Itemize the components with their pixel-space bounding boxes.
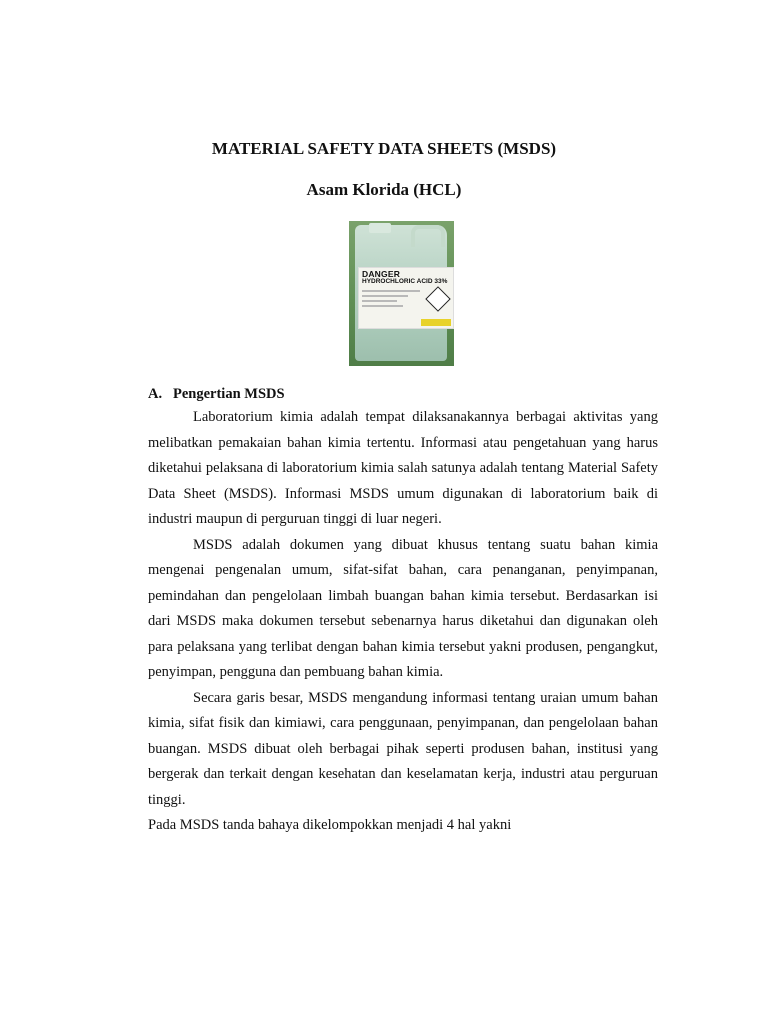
paragraph-1: Laboratorium kimia adalah tempat dilaksanakannya berbagai aktivitas yang melibatkan pemakaian bahan kimia tertentu. Informasi atau pengetahuan yang harus diketahui pelaksana di laboratorium kimia salah satunya adalah tentang Material Safety Data Sheet (MSDS). Informasi MSDS umum digunakan di laboratorium baik di industri maupun di perguruan tinggi di luar negeri. xyxy=(148,409,658,527)
paragraph-3: Secara garis besar, MSDS mengandung informasi tentang uraian umum bahan kimia, sifat fisik dan kimiawi, cara penggunaan, penyimpanan, dan pengelolaan bahan buangan. MSDS dibuat oleh berbagai pihak seperti produsen bahan, institusi yang bergerak dan terkait dengan kesehatan dan keselamatan kerja, industri atau perguruan tinggi. xyxy=(148,689,658,808)
label-danger-text: DANGER xyxy=(362,269,401,279)
document-subtitle: Asam Klorida (HCL) xyxy=(306,180,462,199)
closing-line: Pada MSDS tanda bahaya dikelompokkan menjadi 4 hal yakni xyxy=(148,817,512,833)
paragraph-2: MSDS adalah dokumen yang dibuat khusus tentang suatu bahan kimia mengenai pengenalan umum, sifat-sifat bahan, cara penanganan, penyimpanan, pemindahan dan pengelolaan limbah buangan bahan kimia tersebut. Berdasarkan isi dari MSDS maka dokumen tersebut sebenarnya harus diketahui dan digunakan oleh para pelaksana yang terlibat dengan bahan kimia tersebut yakni produsen, pengangkut, penyimpan, pengguna dan pembuang bahan kimia. xyxy=(148,536,658,680)
hcl-container-photo xyxy=(349,221,454,366)
section-title: Pengertian MSDS xyxy=(173,386,285,402)
document-title: MATERIAL SAFETY DATA SHEETS (MSDS) xyxy=(211,139,557,158)
section-body xyxy=(148,405,658,839)
label-chemical-name: HYDROCHLORIC ACID 33% xyxy=(362,278,448,285)
corrosive-hazard-icon xyxy=(425,286,450,311)
section-number: A. xyxy=(148,386,163,402)
hazard-label xyxy=(358,267,454,329)
section-heading xyxy=(148,386,285,403)
